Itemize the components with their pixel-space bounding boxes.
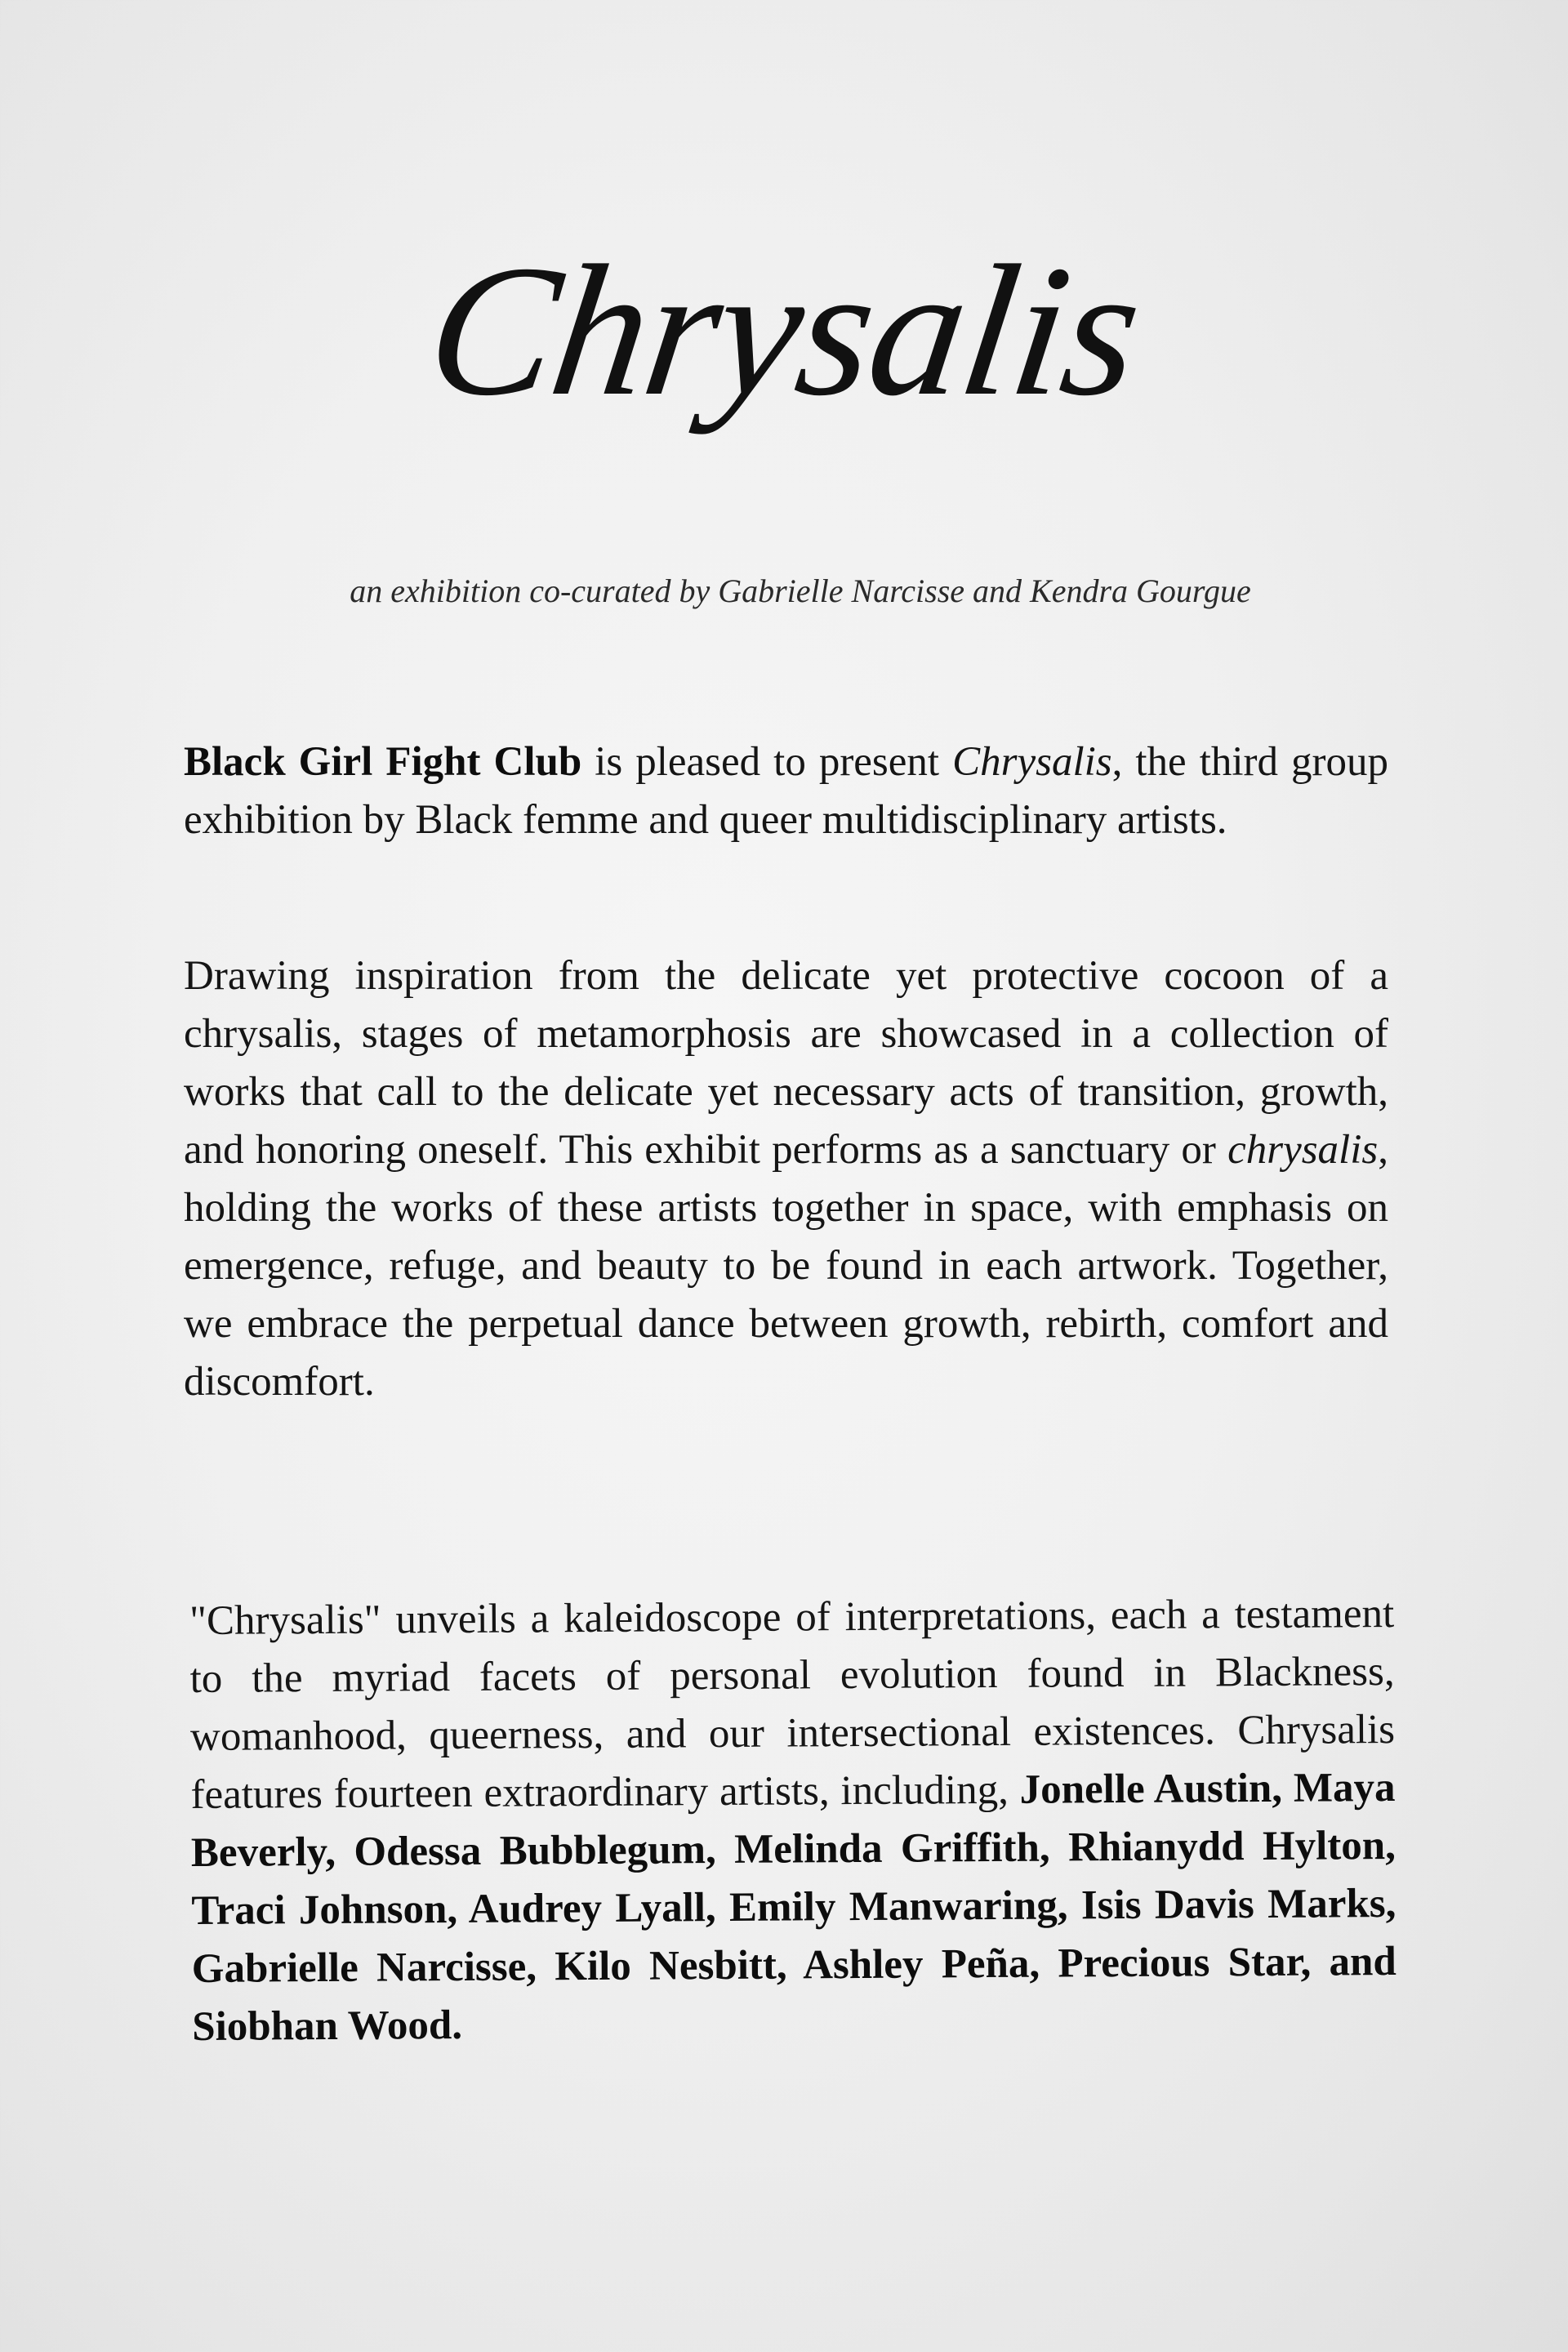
organization-name: Black Girl Fight Club: [184, 739, 582, 785]
artist-list: Jonelle Austin, Maya Beverly, Odessa Bubblegum, Melinda Griffith, Rhianydd Hylton, Traci Johnson, Audrey Lyall, Emily Manwaring, Isis Davis Marks, Gabrielle Narcisse, Kilo Nesbitt, Ashley Peña, Precious Star, and Siobhan Wood.: [190, 1764, 1396, 2050]
concept-text-a: Drawing inspiration from the delicate yet protective cocoon of a chrysalis, stages of metamorphosis are showcased in a collection of works that call to the delicate yet necessary acts of transition, growth, and honoring oneself. This exhibit performs as a sanctuary or: [184, 953, 1388, 1173]
concept-paragraph: [184, 947, 1388, 1411]
intro-text-b: , the third group exhibition by Black femme and queer multidisciplinary artists.: [184, 739, 1388, 843]
concept-text-b: , holding the works of these artists together in space, with emphasis on emergence, refuge, and beauty to be found in each artwork. Together, we embrace the perpetual dance between growth, rebirth, comfort and discomfort.: [184, 1127, 1388, 1405]
chrysalis-italic: chrysalis: [1227, 1127, 1379, 1173]
exhibition-title: Chrysalis: [416, 226, 1152, 434]
intro-text-a: is pleased to present: [581, 739, 953, 785]
curator-credit: an exhibition co-curated by Gabrielle Narcisse and Kendra Gourgue: [350, 572, 1251, 609]
exhibition-name-italic: Chrysalis: [952, 739, 1112, 785]
intro-paragraph: [184, 733, 1388, 849]
artists-paragraph: [189, 1585, 1396, 2056]
artists-intro-text: "Chrysalis" unveils a kaleidoscope of interpretations, each a testament to the myriad facets of personal evolution found in Blackness, womanhood, queerness, and our intersectional existences. Chrysalis features fourteen extraordinary artists, including,: [189, 1590, 1396, 1818]
